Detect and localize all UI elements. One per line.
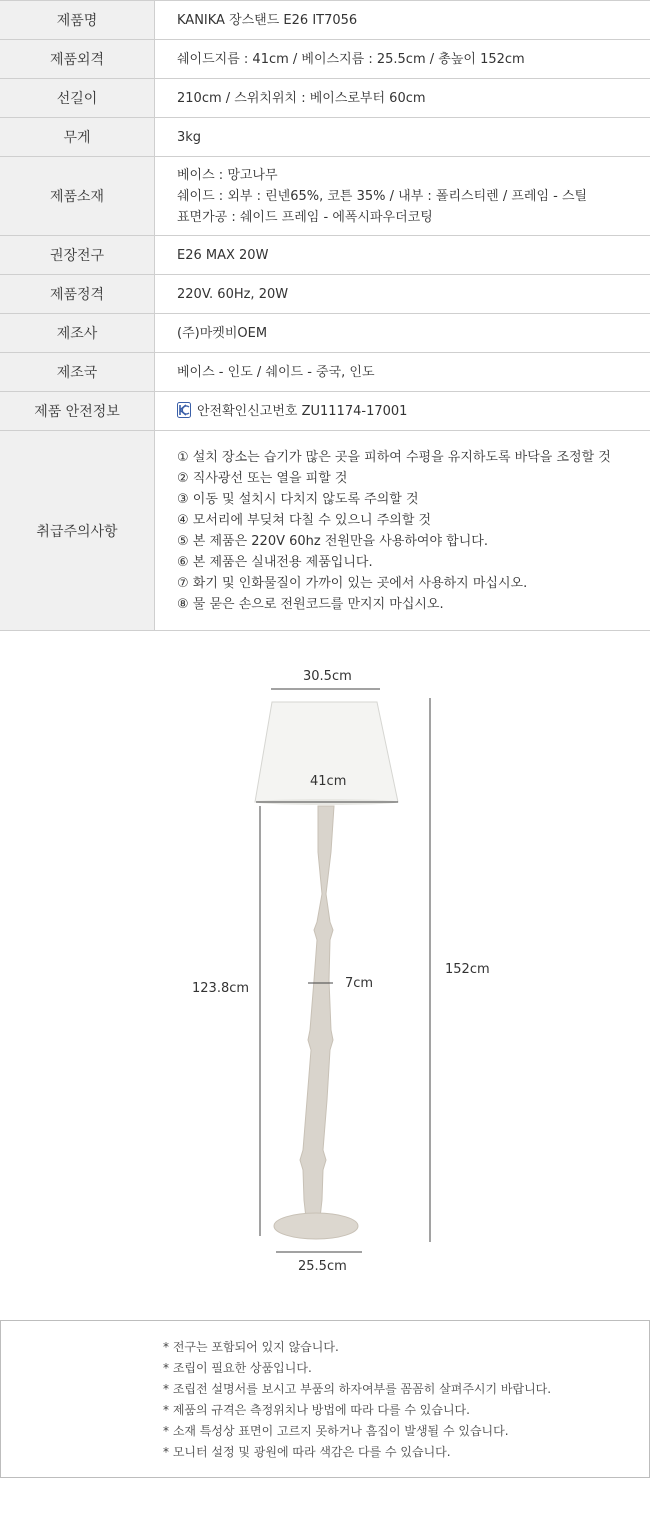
- spec-row-cautions: [0, 431, 650, 631]
- spec-row-safety: [0, 392, 650, 431]
- dim-label-total-height: 152cm: [445, 962, 490, 977]
- spec-row-cord-length: [0, 79, 650, 118]
- spec-label: 제조사: [0, 314, 155, 353]
- dim-label-shade-bottom: 41cm: [310, 774, 347, 789]
- spec-label: 제품소재: [0, 157, 155, 236]
- kc-mark-icon: [177, 402, 191, 418]
- spec-value: 베이스 - 인도 / 쉐이드 - 중국, 인도: [155, 353, 650, 392]
- spec-label: 제품정격: [0, 275, 155, 314]
- spec-row-country: [0, 353, 650, 392]
- lamp-base: [274, 1213, 358, 1239]
- notice-item: * 전구는 포함되어 있지 않습니다.: [163, 1340, 339, 1354]
- dim-label-base-width: 25.5cm: [298, 1259, 347, 1274]
- spec-value: KANIKA 장스탠드 E26 IT7056: [155, 1, 650, 40]
- notice-item: * 제품의 규격은 측정위치나 방법에 따라 다를 수 있습니다.: [163, 1403, 470, 1417]
- spec-label: 취급주의사항: [0, 431, 155, 631]
- lamp-drawing: [0, 630, 650, 1285]
- notice-item: * 조립전 설명서를 보시고 부품의 하자여부를 꼼꼼히 살펴주시기 바랍니다.: [163, 1382, 552, 1396]
- lamp-dimension-figure: [0, 630, 650, 1285]
- spec-row-bulb: [0, 236, 650, 275]
- spec-row-weight: [0, 118, 650, 157]
- spec-value: (주)마켓비OEM: [155, 314, 650, 353]
- spec-label: 제품외격: [0, 40, 155, 79]
- spec-label: 무게: [0, 118, 155, 157]
- dim-label-pole-width: 7cm: [345, 976, 374, 991]
- spec-value: 쉐이드지름 : 41cm / 베이스지름 : 25.5cm / 총높이 152cm: [155, 40, 650, 79]
- spec-label: 선길이: [0, 79, 155, 118]
- spec-label: 제품명: [0, 1, 155, 40]
- spec-row-rating: [0, 275, 650, 314]
- notice-box: [0, 1320, 650, 1478]
- spec-row-manufacturer: [0, 314, 650, 353]
- spec-value: E26 MAX 20W: [155, 236, 650, 275]
- spec-label: 제조국: [0, 353, 155, 392]
- spec-row-material: [0, 157, 650, 236]
- safety-cert-text: 안전확인신고번호 ZU11174-17001: [197, 403, 408, 419]
- spec-label: 제품 안전정보: [0, 392, 155, 431]
- notice-list: [163, 1337, 551, 1463]
- spec-value: [155, 392, 650, 431]
- spec-value: 210cm / 스위치위치 : 베이스로부터 60cm: [155, 79, 650, 118]
- notice-item: * 소재 특성상 표면이 고르지 못하거나 흠집이 발생될 수 있습니다.: [163, 1424, 509, 1438]
- dim-label-stand-height: 123.8cm: [192, 981, 250, 996]
- dim-label-shade-top: 30.5cm: [303, 669, 352, 684]
- spec-value: 220V. 60Hz, 20W: [155, 275, 650, 314]
- spec-value: 베이스 : 망고나무 쉐이드 : 외부 : 린넨65%, 코튼 35% / 내부 : 폴리스티렌 / 프레임 - 스틸 표면가공 : 쉐이드 프레임 - 에폭시파우더코팅: [155, 157, 650, 236]
- spec-value: 3kg: [155, 118, 650, 157]
- lamp-pole: [300, 806, 334, 1218]
- spec-label: 권장전구: [0, 236, 155, 275]
- spec-table: [0, 0, 650, 631]
- notice-item: * 조립이 필요한 상품입니다.: [163, 1361, 312, 1375]
- spec-value: ① 설치 장소는 습기가 많은 곳을 피하여 수평을 유지하도록 바닥을 조정할 것 ② 직사광선 또는 열을 피할 것 ③ 이동 및 설치시 다치지 않도록 주의할 것 ④ 모서리에 부딪쳐 다칠 수 있으니 주의할 것 ⑤ 본 제품은 220V 60hz 전원만을 사용하여야 합니다. ⑥ 본 제품은 실내전용 제품입니다. ⑦ 화기 및 인화물질이 가까이 있는 곳에서 사용하지 마십시오. ⑧ 물 묻은 손으로 전원코드를 만지지 마십시오.: [155, 431, 650, 631]
- notice-item: * 모니터 설정 및 광원에 따라 색감은 다를 수 있습니다.: [163, 1445, 451, 1459]
- spec-row-product-name: [0, 1, 650, 40]
- spec-row-dimensions: [0, 40, 650, 79]
